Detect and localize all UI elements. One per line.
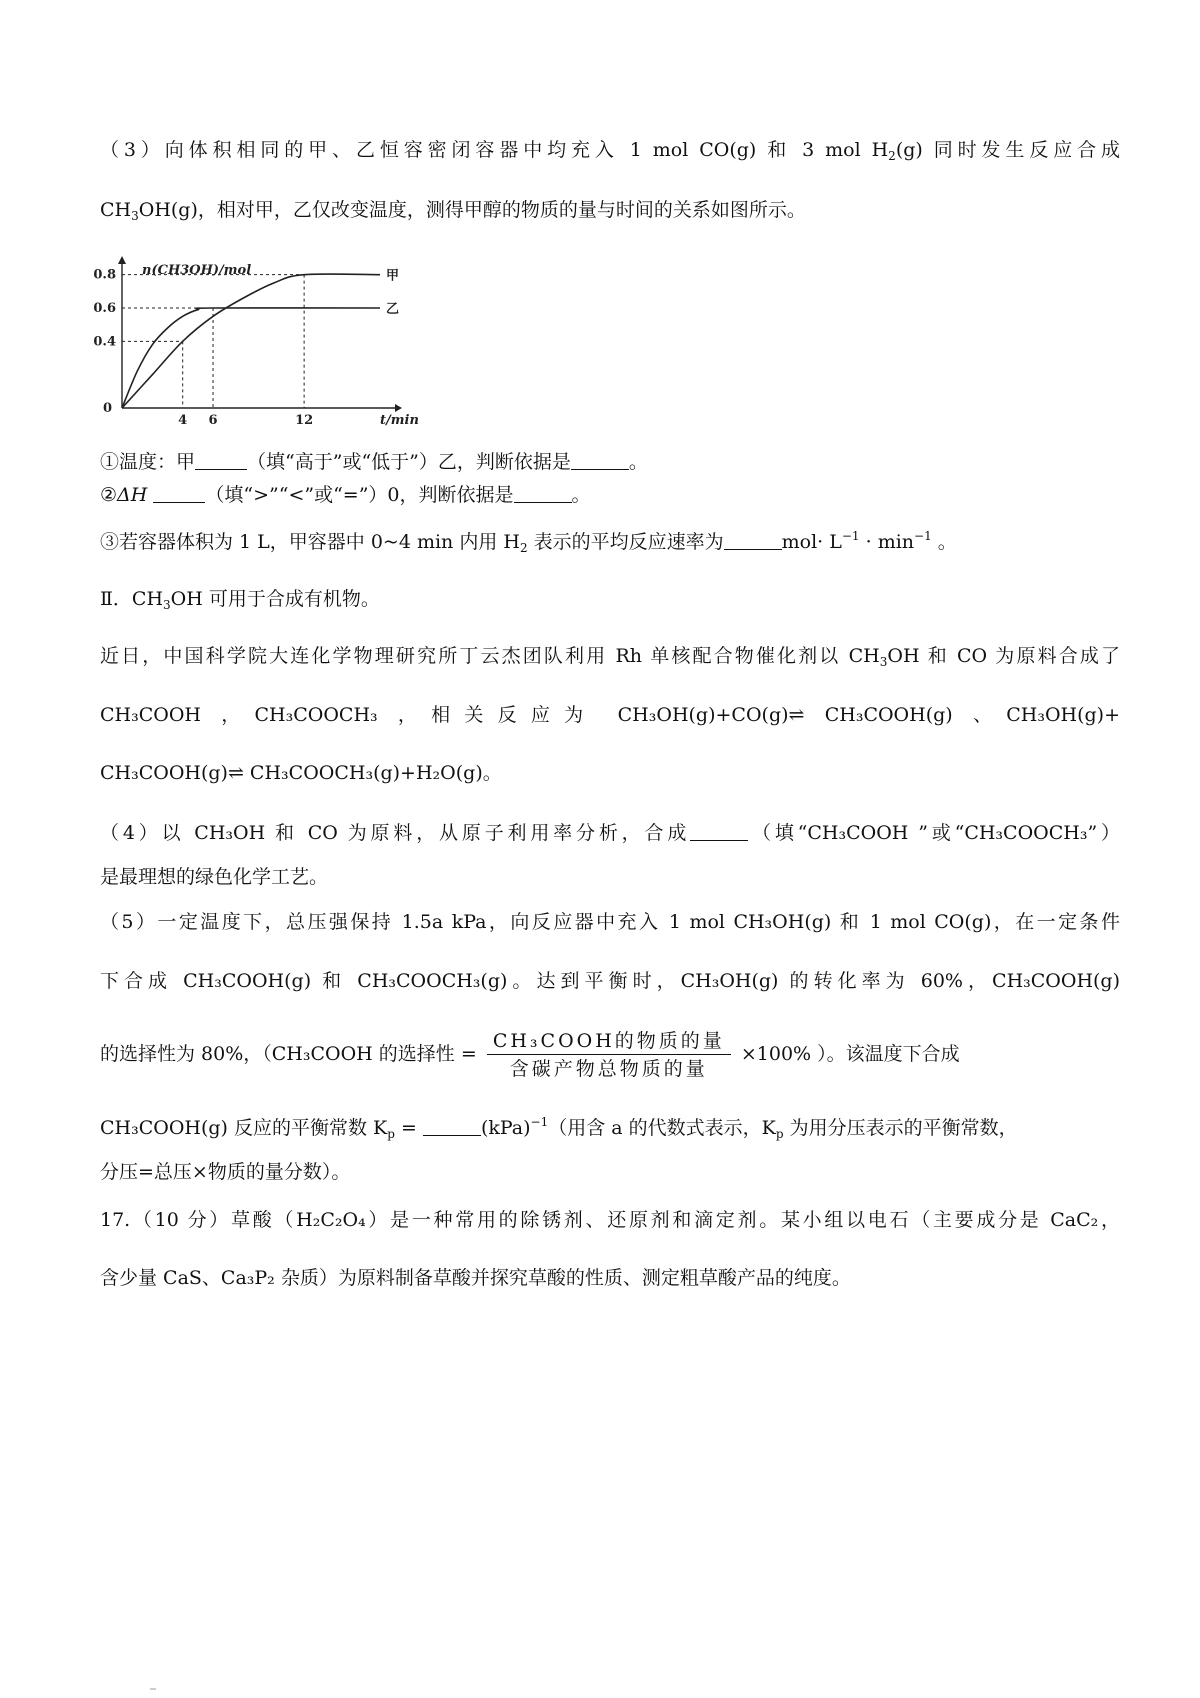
section2-paragraph-line3: CH₃COOH(g)⇌ CH₃COOCH₃(g)+H₂O(g)。 — [100, 762, 502, 784]
answer-blank[interactable] — [423, 1117, 481, 1136]
y-tick-label: 0.6 — [93, 301, 116, 316]
q17-line1: 17.（10 分）草酸（H₂C₂O₄）是一种常用的除锈剂、还原剂和滴定剂。某小组以电石（主要成分是 CaC₂， — [100, 1209, 1120, 1231]
y-axis-label: n(CH3OH)/mol — [142, 263, 252, 278]
answer-blank[interactable] — [514, 484, 572, 503]
x-axis-label: t/min — [380, 413, 419, 428]
methanol-time-chart — [93, 258, 420, 438]
q3-sub1: ①温度：甲 （填“高于”或“低于”）乙，判断依据是 。 — [100, 451, 648, 473]
y-tick-label: 0.4 — [93, 334, 116, 350]
fraction-numerator: CH₃COOH的物质的量 — [487, 1030, 731, 1055]
q5-line2: 下合成 CH₃COOH(g) 和 CH₃COOCH₃(g)。达到平衡时，CH₃OH(g) 的转化率为 60%，CH₃COOH(g) — [100, 970, 1120, 992]
q3-intro-line2: $CH_3OH(g)$，相对甲，乙仅改变温度，测得甲醇的物质的量与时间的关系如图所示。 — [100, 199, 806, 223]
selectivity-fraction — [487, 1030, 731, 1080]
answer-blank[interactable] — [195, 451, 247, 470]
section2-paragraph-line1: 近日，中国科学院大连化学物理研究所丁云杰团队利用 Rh 单核配合物催化剂以 $CH_3OH$ 和 CO 为原料合成了 — [100, 645, 1120, 669]
page-footer-mark — [150, 1688, 156, 1690]
q4-line1: （4）以 CH₃OH 和 CO 为原料，从原子利用率分析，合成 （填“CH₃COOH ”或“CH₃COOCH₃”） — [100, 822, 1121, 844]
section2-heading: Ⅱ．$CH_3OH$ 可用于合成有机物。 — [100, 588, 380, 612]
series-line-yi — [122, 308, 380, 408]
answer-blank[interactable] — [690, 822, 748, 841]
y-tick-label: 0.8 — [93, 267, 116, 283]
answer-blank[interactable] — [153, 484, 205, 503]
x-tick-label: 4 — [178, 413, 188, 428]
q17-line2: 含少量 CaS、Ca₃P₂ 杂质）为原料制备草酸并探究草酸的性质、测定粗草酸产品的纯度。 — [100, 1267, 851, 1289]
origin-label: 0 — [102, 401, 112, 416]
q5-line5: 分压=总压×物质的量分数）。 — [100, 1161, 351, 1183]
q3-sub3: ③若容器体积为 1 L，甲容器中 0~4 min 内用 $H_2$ 表示的平均反应速率为 $mol\cdot L^{-1} \cdot \min^{-1}$ 。 — [100, 529, 957, 555]
q5-line3: 的选择性为 80%，（CH₃COOH 的选择性 = $\frac{\text{CH₃COOH的物质的量}}{\text{含碳产物总物质的量}}$ ×100% ）。该温度下合成 — [100, 1030, 960, 1080]
x-axis-arrow — [395, 404, 402, 412]
section2-paragraph-line2: CH₃COOH ，CH₃COOCH₃ ，相关反应为 CH₃OH(g)+CO(g)⇌ CH₃COOH(g) 、CH₃OH(g)+ — [100, 704, 1120, 726]
q5-line1: （5）一定温度下，总压强保持 1.5a kPa，向反应器中充入 1 mol CH₃OH(g) 和 1 mol CO(g)，在一定条件 — [100, 911, 1120, 933]
chart-labels — [93, 263, 419, 428]
answer-blank[interactable] — [571, 451, 629, 470]
chart-guides — [122, 275, 304, 408]
answer-blank[interactable] — [724, 531, 782, 550]
q5-line4: CH₃COOH(g) 反应的平衡常数 $K_p = (kPa)^{-1}$（用含 a 的代数式表示，$K_p$ 为用分压表示的平衡常数， — [100, 1115, 1018, 1141]
fraction-denominator: 含碳产物总物质的量 — [509, 1058, 708, 1080]
x-tick-label: 6 — [208, 413, 218, 428]
q3-sub2: ②ΔH （填“>”“<”或“=”）0，判断依据是 。 — [100, 484, 591, 506]
series-label: 甲 — [386, 268, 400, 284]
series-label: 乙 — [386, 302, 400, 317]
q3-intro-line1: （3）向体积相同的甲、乙恒容密闭容器中均充入 1 mol CO(g) 和 3 mol $H_2(g)$ 同时发生反应合成 — [100, 139, 1121, 163]
x-tick-label: 12 — [295, 413, 314, 428]
y-axis-arrow — [118, 256, 126, 264]
q4-line2: 是最理想的绿色化学工艺。 — [100, 866, 329, 888]
